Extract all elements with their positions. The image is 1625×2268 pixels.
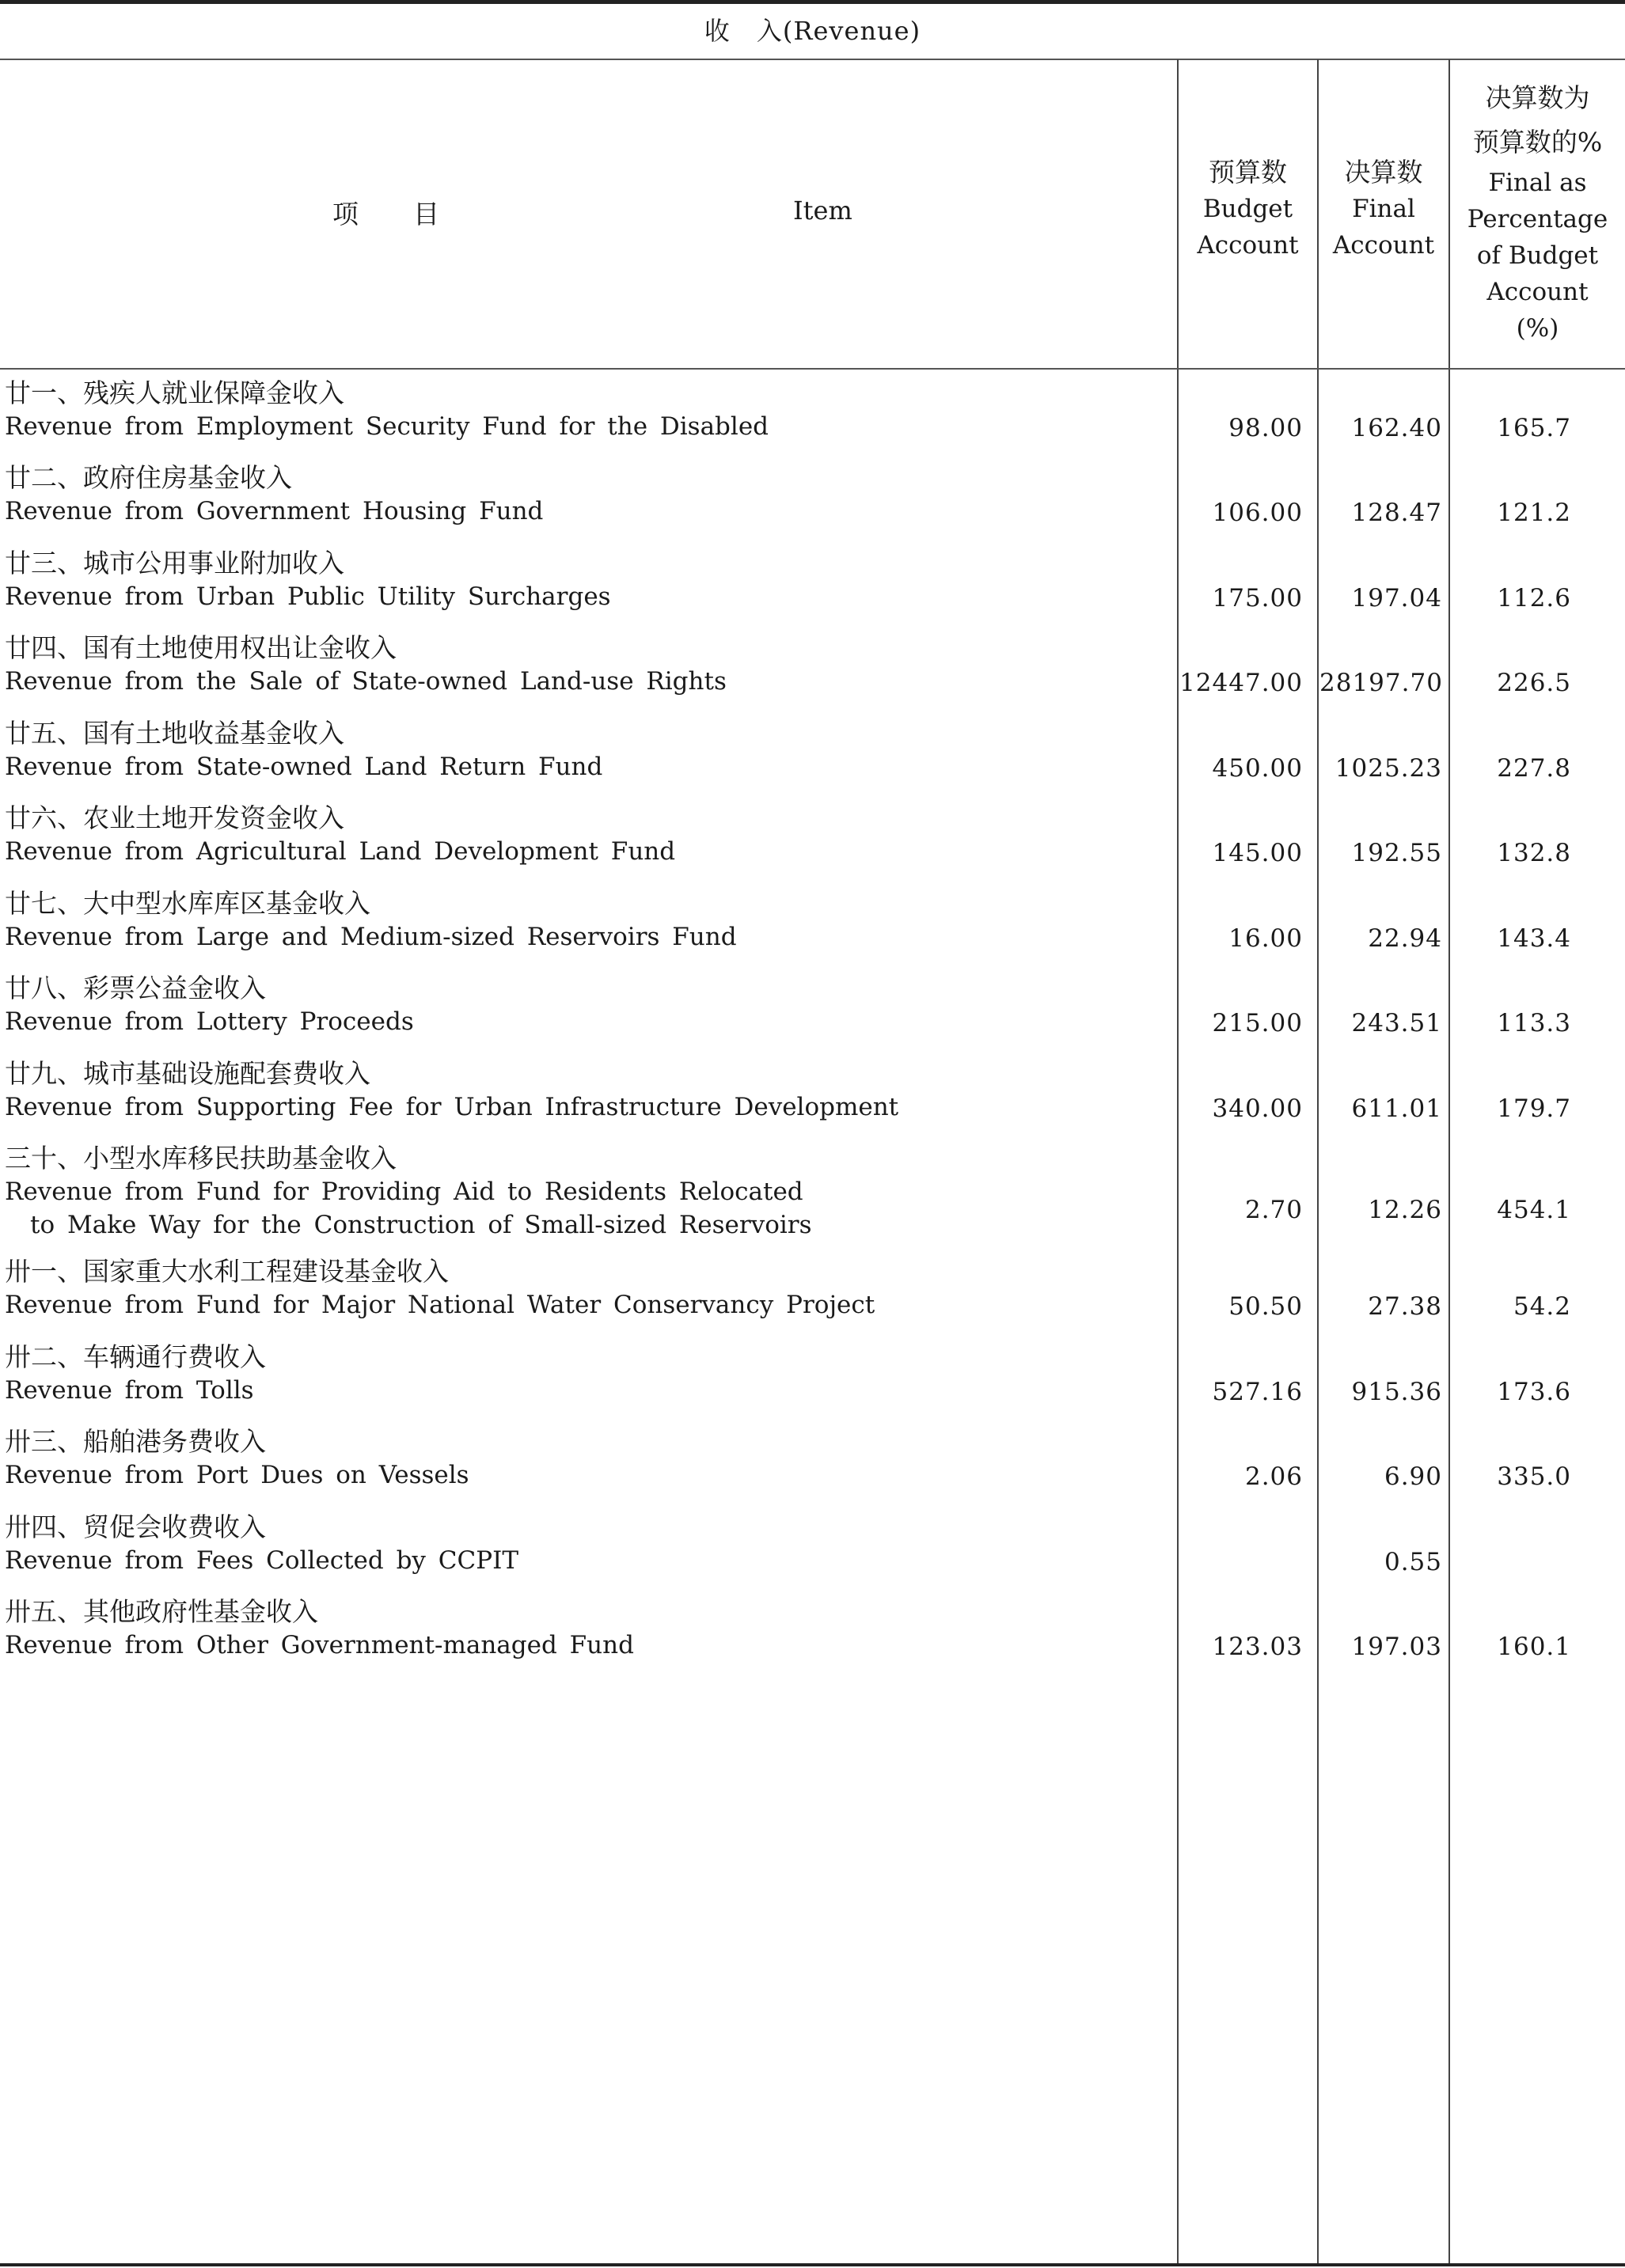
header-rule [0,368,1625,370]
row-pct-value: 112.6 [1497,584,1571,613]
row-budget-value: 98.00 [1228,414,1303,442]
column-divider-budget [1177,59,1179,2264]
pct-header-en-4: Account [1486,278,1589,306]
row-pct-value: 179.7 [1497,1094,1571,1123]
row-final-value: 22.94 [1368,924,1442,953]
pct-header-en-2: Percentage [1467,205,1608,233]
final-header [1319,154,1448,264]
column-divider-pct [1448,59,1450,2264]
row-item-zh: 廿四、国有土地使用权出让金收入 [5,632,397,663]
pct-header-en-5: (%) [1516,314,1559,343]
row-pct-value: 454.1 [1497,1196,1571,1224]
row-item-en: Revenue from Large and Medium-sized Reservoirs Fund [5,923,737,951]
item-header-zh: 项 目 [332,199,454,229]
row-final-value: 27.38 [1368,1292,1442,1321]
row-budget-value: 50.50 [1228,1292,1303,1321]
row-final-value: 192.55 [1351,839,1442,867]
row-item-zh: 卅二、车辆通行费收入 [5,1341,266,1372]
row-pct-value: 335.0 [1497,1462,1571,1491]
row-item-zh: 三十、小型水库移民扶助基金收入 [5,1143,397,1174]
final-header-en-2: Account [1332,231,1435,260]
row-final-value: 1025.23 [1335,754,1442,783]
row-budget-value: 175.00 [1212,584,1303,613]
table-title: 收 入(Revenue) [704,16,921,46]
row-item-en-continued: to Make Way for the Construction of Small-sized Reservoirs [30,1211,812,1239]
row-final-value: 12.26 [1368,1196,1442,1224]
row-budget-value: 16.00 [1228,924,1303,953]
row-item-en: Revenue from Lottery Proceeds [5,1007,414,1036]
row-budget-value: 340.00 [1212,1094,1303,1123]
row-budget-value: 106.00 [1212,499,1303,527]
row-budget-value: 215.00 [1212,1009,1303,1037]
row-budget-value: 2.70 [1244,1196,1303,1224]
row-item-en: Revenue from Employment Security Fund for the Disabled [5,412,769,441]
row-item-en: Revenue from Agricultural Land Development Fund [5,837,676,866]
row-final-value: 0.55 [1384,1548,1442,1576]
row-item-en: Revenue from State-owned Land Return Fund [5,753,603,781]
row-item-zh: 卅三、船舶港务费收入 [5,1426,266,1457]
row-final-value: 162.40 [1351,414,1442,442]
row-final-value: 243.51 [1351,1009,1442,1037]
final-header-zh: 决算数 [1344,157,1423,188]
row-item-zh: 卅四、贸促会收费收入 [5,1511,266,1542]
row-pct-value: 160.1 [1497,1633,1571,1661]
column-divider-final [1317,59,1319,2264]
row-item-en: Revenue from Supporting Fee for Urban Infrastructure Development [5,1093,899,1121]
row-item-zh: 廿一、残疾人就业保障金收入 [5,377,344,408]
row-item-zh: 卅一、国家重大水利工程建设基金收入 [5,1256,449,1287]
row-final-value: 128.47 [1351,499,1442,527]
row-budget-value: 450.00 [1212,754,1303,783]
final-header-en-1: Final [1352,195,1415,223]
budget-header-en-2: Account [1197,231,1299,260]
row-item-en: Revenue from Fees Collected by CCPIT [5,1546,519,1575]
row-budget-value: 145.00 [1212,839,1303,867]
row-item-zh: 廿五、国有土地收益基金收入 [5,718,344,749]
row-pct-value: 227.8 [1497,754,1571,783]
row-final-value: 915.36 [1351,1378,1442,1406]
row-final-value: 6.90 [1384,1462,1442,1491]
pct-header-zh-1: 决算数为 [1485,82,1590,113]
row-budget-value: 527.16 [1212,1378,1303,1406]
row-final-value: 197.04 [1351,584,1442,613]
row-budget-value: 12447.00 [1179,669,1303,697]
row-item-zh: 卅五、其他政府性基金收入 [5,1596,318,1627]
row-pct-value: 113.3 [1497,1009,1571,1037]
bottom-rule [0,2263,1625,2266]
row-item-zh: 廿九、城市基础设施配套费收入 [5,1058,370,1089]
row-item-en: Revenue from Fund for Major National Water Conservancy Project [5,1291,875,1319]
row-item-en: Revenue from Government Housing Fund [5,497,544,525]
row-budget-value: 2.06 [1244,1462,1303,1491]
budget-header-zh: 预算数 [1209,157,1287,188]
row-item-en: Revenue from Tolls [5,1376,254,1405]
budget-header [1179,154,1317,264]
row-pct-value: 226.5 [1497,669,1571,697]
row-budget-value: 123.03 [1212,1633,1303,1661]
row-item-en: Revenue from Fund for Providing Aid to Residents Relocated [5,1178,803,1206]
pct-header-en-3: of Budget [1476,241,1599,270]
row-item-zh: 廿二、政府住房基金收入 [5,462,292,493]
item-header-en: Item [793,195,852,226]
row-item-zh: 廿六、农业土地开发资金收入 [5,802,344,833]
budget-header-en-1: Budget [1202,195,1293,223]
row-item-zh: 廿七、大中型水库库区基金收入 [5,888,370,919]
row-item-en: Revenue from Urban Public Utility Surcharges [5,582,611,611]
title-rule [0,59,1625,60]
row-item-en: Revenue from the Sale of State-owned Land-use Rights [5,667,727,696]
row-pct-value: 54.2 [1513,1292,1571,1321]
row-pct-value: 173.6 [1497,1378,1571,1406]
row-pct-value: 165.7 [1497,414,1571,442]
row-final-value: 28197.70 [1319,669,1443,697]
row-item-zh: 廿八、彩票公益金收入 [5,973,266,1003]
row-item-zh: 廿三、城市公用事业附加收入 [5,548,344,578]
row-pct-value: 143.4 [1497,924,1571,953]
row-final-value: 611.01 [1351,1094,1442,1123]
pct-header [1450,76,1625,347]
row-final-value: 197.03 [1351,1633,1442,1661]
row-item-en: Revenue from Other Government-managed Fund [5,1631,634,1659]
row-item-en: Revenue from Port Dues on Vessels [5,1461,469,1489]
pct-header-zh-2: 预算数的% [1472,127,1603,157]
row-pct-value: 121.2 [1497,499,1571,527]
row-pct-value: 132.8 [1497,839,1571,867]
pct-header-en-1: Final as [1488,169,1587,197]
